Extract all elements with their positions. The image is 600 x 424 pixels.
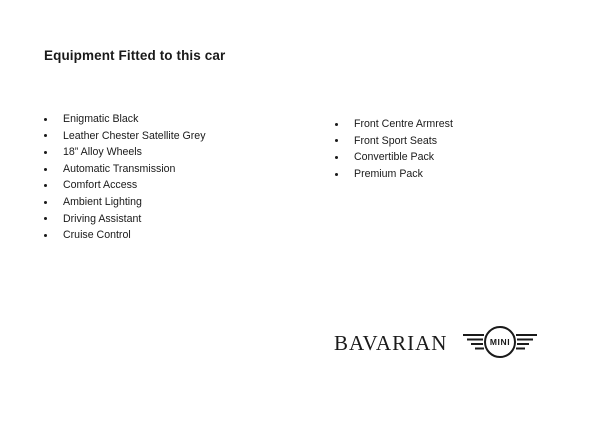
equipment-item-label: Front Centre Armrest	[354, 118, 453, 130]
dealer-wordmark: BAVARIAN	[334, 330, 448, 355]
bullet-icon	[44, 118, 47, 121]
equipment-item-label: Automatic Transmission	[63, 162, 176, 175]
equipment-item	[44, 194, 309, 211]
equipment-item-label: 18” Alloy Wheels	[63, 146, 142, 159]
equipment-item-label: Comfort Access	[63, 179, 138, 192]
equipment-item	[44, 144, 309, 161]
bullet-icon	[335, 156, 338, 159]
equipment-item	[44, 177, 309, 194]
bullet-icon	[335, 139, 338, 142]
bullet-icon	[44, 134, 47, 137]
bullet-icon	[44, 151, 47, 154]
equipment-columns	[0, 65, 600, 244]
equipment-item	[335, 133, 453, 150]
bullet-icon	[44, 168, 47, 171]
equipment-item	[335, 149, 453, 166]
equipment-item	[44, 227, 309, 244]
equipment-item	[335, 116, 453, 133]
dealer-branding	[334, 323, 600, 363]
mini-logo-text: MINI	[490, 336, 511, 347]
bullet-icon	[44, 184, 47, 187]
equipment-item	[44, 128, 309, 145]
equipment-item-label: Ambient Lighting	[63, 195, 142, 208]
equipment-item	[335, 166, 453, 183]
equipment-item-label: Premium Pack	[354, 167, 423, 180]
equipment-item-label: Front Sport Seats	[354, 134, 438, 147]
equipment-item-label: Cruise Control	[63, 229, 131, 242]
equipment-list-left	[44, 111, 309, 244]
equipment-item-label: Leather Chester Satellite Grey	[63, 129, 206, 142]
bullet-icon	[44, 201, 47, 204]
equipment-item-label: Driving Assistant	[63, 212, 142, 225]
bullet-icon	[335, 123, 338, 126]
equipment-item	[44, 211, 309, 228]
equipment-heading: Equipment Fitted to this car	[44, 48, 226, 63]
bullet-icon	[44, 217, 47, 220]
bullet-icon	[44, 234, 47, 237]
bullet-icon	[335, 173, 338, 176]
equipment-item-label: Enigmatic Black	[63, 113, 139, 125]
equipment-item	[44, 111, 309, 128]
mini-wings-icon	[463, 323, 537, 363]
equipment-item-label: Convertible Pack	[354, 151, 435, 164]
equipment-list-right	[335, 116, 453, 244]
equipment-item	[44, 161, 309, 178]
